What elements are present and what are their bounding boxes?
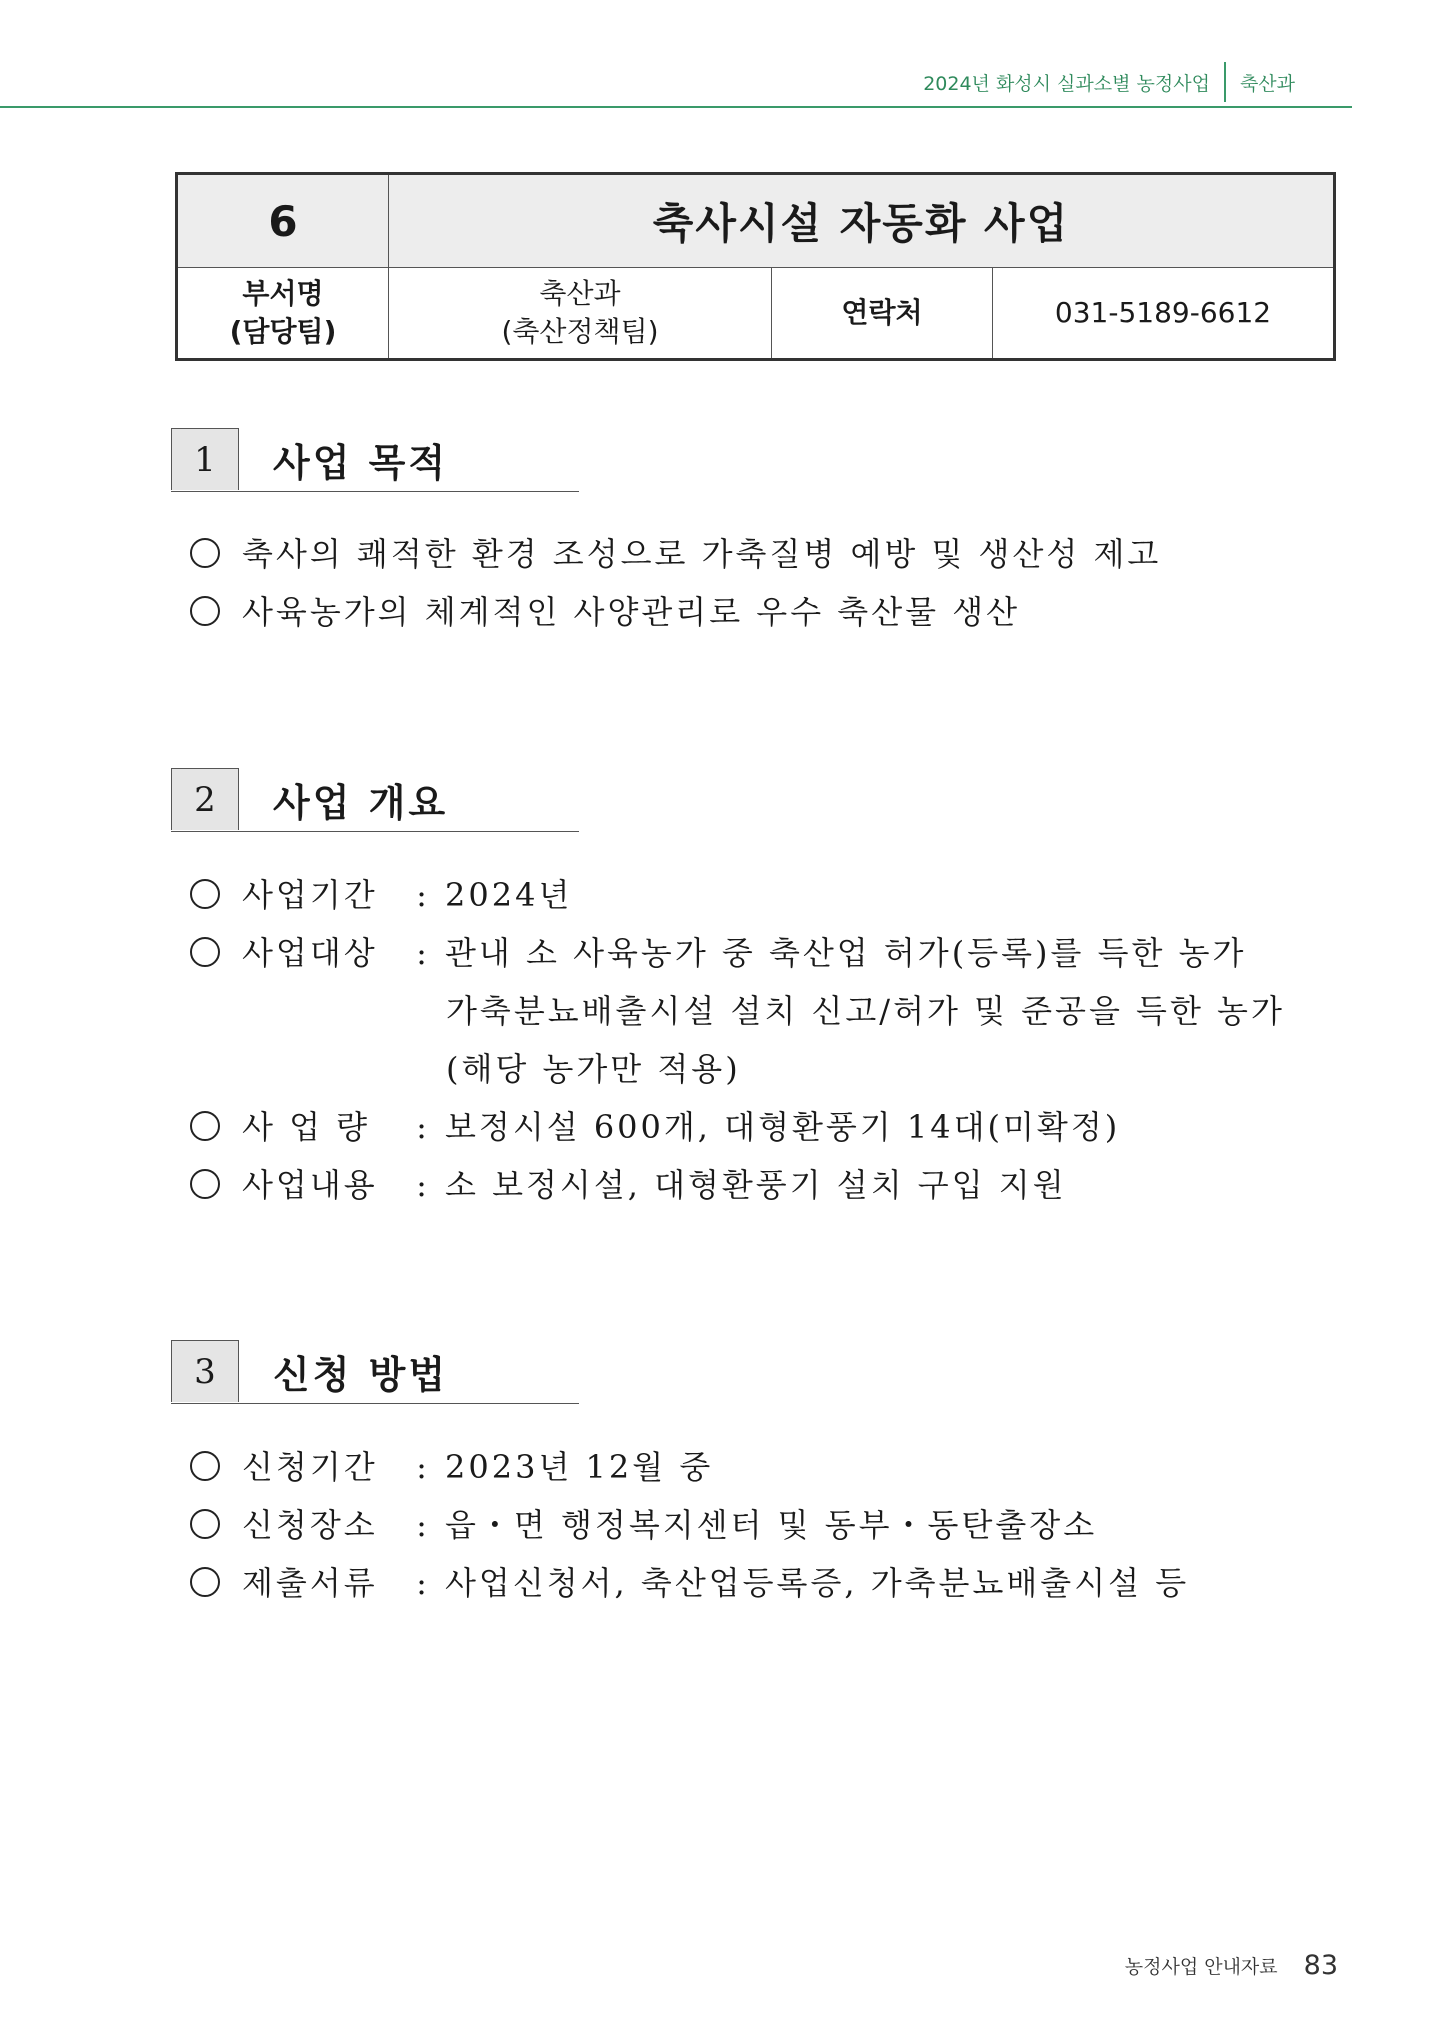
section-heading-overview <box>171 768 579 832</box>
circle-bullet-icon <box>190 596 220 626</box>
running-header <box>923 62 1295 102</box>
contact-label: 연락처 <box>772 268 993 360</box>
dept-label-line-2: (담당팀) <box>229 315 337 348</box>
dept-value-line-2: (축산정책팀) <box>501 315 659 348</box>
list-item: 사육농가의 체계적인 사양관리로 우수 축산물 생산 <box>190 583 1161 641</box>
section-heading-application <box>171 1340 579 1404</box>
header-rule <box>0 106 1352 108</box>
section-title: 사업 목적 <box>273 440 449 485</box>
section-heading-purpose <box>171 428 579 492</box>
contact-value: 031-5189-6612 <box>993 268 1335 360</box>
circle-bullet-icon <box>190 1509 220 1539</box>
purpose-list <box>190 525 1161 641</box>
header-dept: 축산과 <box>1239 72 1295 95</box>
project-number: 6 <box>177 174 389 268</box>
section-title: 사업 개요 <box>273 780 449 825</box>
header-separator <box>1224 62 1226 102</box>
circle-bullet-icon <box>190 1111 220 1141</box>
overview-list <box>190 866 1285 1214</box>
list-item: 사 업 량 : 보정시설 600개, 대형환풍기 14대(미확정) <box>190 1098 1285 1156</box>
circle-bullet-icon <box>190 879 220 909</box>
application-list <box>190 1438 1189 1612</box>
list-item: 사업내용 : 소 보정시설, 대형환풍기 설치 구입 지원 <box>190 1156 1285 1214</box>
list-item: 사업기간 : 2024년 <box>190 866 1285 924</box>
list-item: 신청장소 : 읍・면 행정복지센터 및 동부・동탄출장소 <box>190 1496 1189 1554</box>
page-number: 83 <box>1303 1950 1338 1981</box>
circle-bullet-icon <box>190 1169 220 1199</box>
circle-bullet-icon <box>190 1567 220 1597</box>
section-number: 1 <box>171 428 239 490</box>
list-item: 사업대상 : 관내 소 사육농가 중 축산업 허가(등록)를 득한 농가 <box>190 924 1285 982</box>
circle-bullet-icon <box>190 1451 220 1481</box>
header-title: 2024년 화성시 실과소별 농정사업 <box>923 72 1210 95</box>
dept-label <box>177 268 389 360</box>
dept-value <box>389 268 772 360</box>
list-item: 신청기간 : 2023년 12월 중 <box>190 1438 1189 1496</box>
list-item: 제출서류 : 사업신청서, 축산업등록증, 가축분뇨배출시설 등 <box>190 1554 1189 1612</box>
section-number: 2 <box>171 768 239 830</box>
section-title: 신청 방법 <box>273 1352 449 1397</box>
list-item-continuation: (해당 농가만 적용) <box>446 1050 741 1088</box>
circle-bullet-icon <box>190 538 220 568</box>
circle-bullet-icon <box>190 937 220 967</box>
footer-label: 농정사업 안내자료 <box>1124 1956 1278 1978</box>
section-number: 3 <box>171 1340 239 1402</box>
dept-value-line-1: 축산과 <box>539 277 621 310</box>
list-item-continuation: 가축분뇨배출시설 설치 신고/허가 및 준공을 득한 농가 <box>446 992 1285 1030</box>
project-info-table <box>175 172 1336 361</box>
list-item: 축사의 쾌적한 환경 조성으로 가축질병 예방 및 생산성 제고 <box>190 525 1161 583</box>
dept-label-line-1: 부서명 <box>242 277 324 310</box>
project-title: 축사시설 자동화 사업 <box>389 174 1335 268</box>
page-footer <box>1125 1950 1338 1981</box>
